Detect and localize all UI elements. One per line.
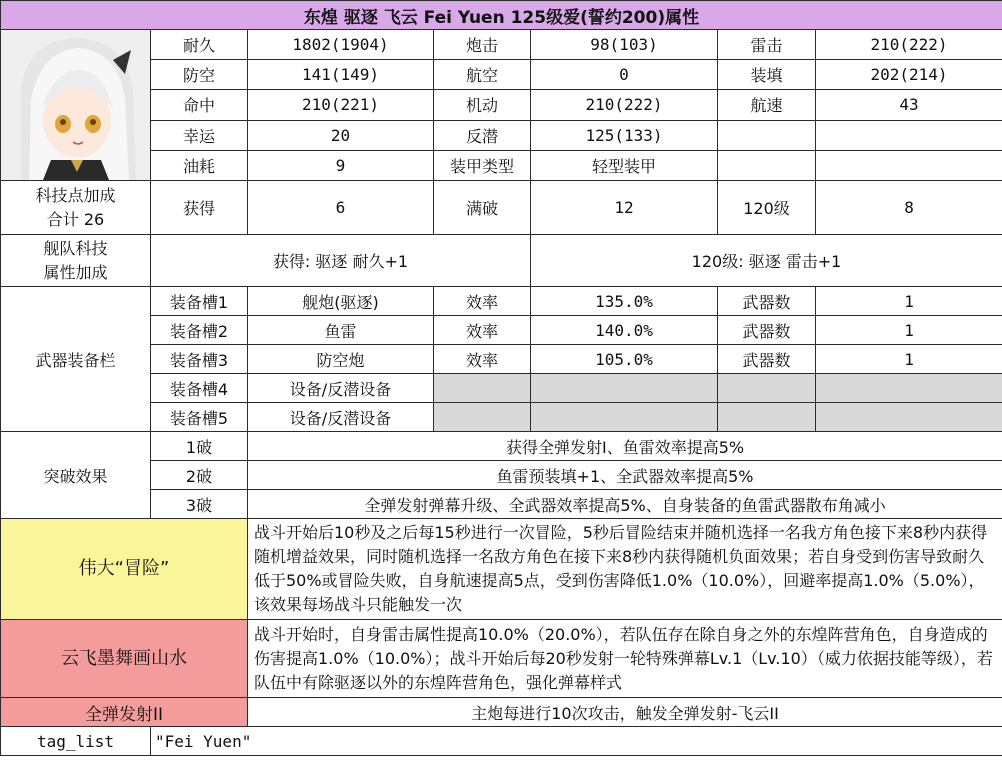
- breakthrough-row: [1, 432, 1002, 461]
- weapon-count-value: 1: [816, 287, 1002, 316]
- stat-row: [1, 90, 1002, 120]
- stat-value: 43: [816, 90, 1002, 120]
- efficiency-value: 105.0%: [531, 345, 718, 374]
- breakthrough-text: 全弹发射弹幕升级、全武器效率提高5%、自身装备的鱼雷武器散布角减小: [248, 490, 1002, 519]
- empty-cell: [718, 403, 816, 432]
- weapon-slot-row: [1, 403, 1002, 432]
- slot-type: 舰炮(驱逐): [248, 287, 434, 316]
- stat-value: 210(222): [816, 30, 1002, 60]
- tech-obtain-label: 获得: [151, 181, 248, 235]
- stat-value: 210(221): [248, 90, 434, 120]
- efficiency-label: 效率: [434, 345, 531, 374]
- stat-value: 141(149): [248, 60, 434, 90]
- weapon-count-value: 1: [816, 316, 1002, 345]
- efficiency-label: 效率: [434, 287, 531, 316]
- stat-value: 0: [531, 60, 718, 90]
- skill-name: 伟大“冒险”: [1, 519, 248, 620]
- empty-cell: [531, 403, 718, 432]
- breakthrough-row: [1, 490, 1002, 519]
- skill-row: [1, 698, 1002, 727]
- stat-value: 202(214): [816, 60, 1002, 90]
- fleet-tech-row: [1, 235, 1002, 287]
- stat-label: 耐久: [151, 30, 248, 60]
- breakthrough-level: 1破: [151, 432, 248, 461]
- stat-empty: [816, 120, 1002, 150]
- fleet-tech-label-line2: 属性加成: [43, 262, 108, 282]
- efficiency-value: 135.0%: [531, 287, 718, 316]
- weapon-slot-row: [1, 287, 1002, 316]
- stat-empty: [718, 150, 816, 180]
- weapon-count-label: 武器数: [718, 345, 816, 374]
- stat-value: 125(133): [531, 120, 718, 150]
- breakthrough-level: 3破: [151, 490, 248, 519]
- efficiency-value: 140.0%: [531, 316, 718, 345]
- breakthrough-level: 2破: [151, 461, 248, 490]
- stat-label: 炮击: [434, 30, 531, 60]
- fleet-tech-label-line1: 舰队科技: [43, 238, 108, 258]
- slot-type: 鱼雷: [248, 316, 434, 345]
- tech-points-label-line1: 科技点加成: [35, 185, 116, 205]
- stat-label: 命中: [151, 90, 248, 120]
- slot-label: 装备槽4: [151, 374, 248, 403]
- tech-lv120-label: 120级: [718, 181, 816, 235]
- tech-points-label: [1, 181, 151, 235]
- stat-value: 210(222): [531, 90, 718, 120]
- slot-label: 装备槽2: [151, 316, 248, 345]
- tag-list-value: "Fei Yuen": [151, 727, 1002, 756]
- empty-cell: [531, 374, 718, 403]
- stat-empty: [718, 120, 816, 150]
- breakthrough-row: [1, 461, 1002, 490]
- stat-label: 航速: [718, 90, 816, 120]
- tech-limit-label: 满破: [434, 181, 531, 235]
- weapon-slot-row: [1, 316, 1002, 345]
- title-row: [1, 1, 1002, 30]
- empty-cell: [434, 403, 531, 432]
- slot-label: 装备槽3: [151, 345, 248, 374]
- empty-cell: [434, 374, 531, 403]
- skill-name: 云飞墨舞画山水: [1, 620, 248, 698]
- slot-label: 装备槽1: [151, 287, 248, 316]
- stat-empty: [816, 150, 1002, 180]
- stat-label: 反潜: [434, 120, 531, 150]
- tag-list-row: [1, 727, 1002, 756]
- tech-limit-value: 12: [531, 181, 718, 235]
- stat-value: 98(103): [531, 30, 718, 60]
- stat-value: 9: [248, 150, 434, 180]
- tech-points-label-line2: 合计 26: [46, 209, 105, 229]
- skill-row: [1, 519, 1002, 620]
- stat-label: 雷击: [718, 30, 816, 60]
- stat-row: [1, 60, 1002, 90]
- empty-cell: [816, 403, 1002, 432]
- breakthrough-text: 获得全弹发射I、鱼雷效率提高5%: [248, 432, 1002, 461]
- skill-description: 主炮每进行10次攻击，触发全弹发射-飞云II: [248, 698, 1002, 727]
- stat-value: 轻型装甲: [531, 150, 718, 180]
- stat-row: [1, 120, 1002, 150]
- stat-value: 1802(1904): [248, 30, 434, 60]
- skill-name: 全弹发射II: [1, 698, 248, 727]
- breakthrough-text: 鱼雷预装填+1、全武器效率提高5%: [248, 461, 1002, 490]
- stat-label: 装填: [718, 60, 816, 90]
- fleet-tech-lv120: 120级: 驱逐 雷击+1: [531, 235, 1002, 287]
- empty-cell: [816, 374, 1002, 403]
- weapon-slot-row: [1, 345, 1002, 374]
- empty-cell: [718, 374, 816, 403]
- slot-type: 设备/反潜设备: [248, 374, 434, 403]
- slot-type: 设备/反潜设备: [248, 403, 434, 432]
- skill-row: [1, 620, 1002, 698]
- stat-label: 幸运: [151, 120, 248, 150]
- stat-label: 油耗: [151, 150, 248, 180]
- stat-row: [1, 30, 1002, 60]
- tech-obtain-value: 6: [248, 181, 434, 235]
- fleet-tech-obtain: 获得: 驱逐 耐久+1: [151, 235, 531, 287]
- stat-label: 防空: [151, 60, 248, 90]
- skill-description: 战斗开始时，自身雷击属性提高10.0%（20.0%），若队伍存在除自身之外的东煌阵营角色，自身造成的伤害提高1.0%（10.0%）；战斗开始后每20秒发射一轮特殊弹幕Lv.1（Lv.10）（威力依据技能等级），若队伍中有除驱逐以外的东煌阵营角色，强化弹幕样式: [248, 620, 1002, 698]
- stat-row: [1, 150, 1002, 180]
- sheet-title: 东煌 驱逐 飞云 Fei Yuen 125级爱(誓约200)属性: [1, 1, 1002, 30]
- tech-lv120-value: 8: [816, 181, 1002, 235]
- breakthrough-label: 突破效果: [1, 432, 151, 519]
- weapon-count-value: 1: [816, 345, 1002, 374]
- weapons-label: 武器装备栏: [1, 287, 151, 432]
- weapon-slot-row: [1, 374, 1002, 403]
- portrait-image: [1, 30, 151, 180]
- tag-list-label: tag_list: [1, 727, 151, 756]
- fleet-tech-label: [1, 235, 151, 287]
- tech-points-row: [1, 181, 1002, 235]
- stat-value: 20: [248, 120, 434, 150]
- stat-label: 机动: [434, 90, 531, 120]
- stat-label: 装甲类型: [434, 150, 531, 180]
- stat-label: 航空: [434, 60, 531, 90]
- slot-label: 装备槽5: [151, 403, 248, 432]
- character-portrait: [1, 30, 151, 181]
- weapon-count-label: 武器数: [718, 316, 816, 345]
- slot-type: 防空炮: [248, 345, 434, 374]
- skill-description: 战斗开始后10秒及之后每15秒进行一次冒险，5秒后冒险结束并随机选择一名我方角色接下来8秒内获得随机增益效果，同时随机选择一名敌方角色在接下来8秒内获得随机负面效果；若自身受到伤害导致耐久低于50%或冒险失败，自身航速提高5点，受到伤害降低1.0%（10.0%），回避率提高1.0%（5.0%），该效果每场战斗只能触发一次: [248, 519, 1002, 620]
- efficiency-label: 效率: [434, 316, 531, 345]
- weapon-count-label: 武器数: [718, 287, 816, 316]
